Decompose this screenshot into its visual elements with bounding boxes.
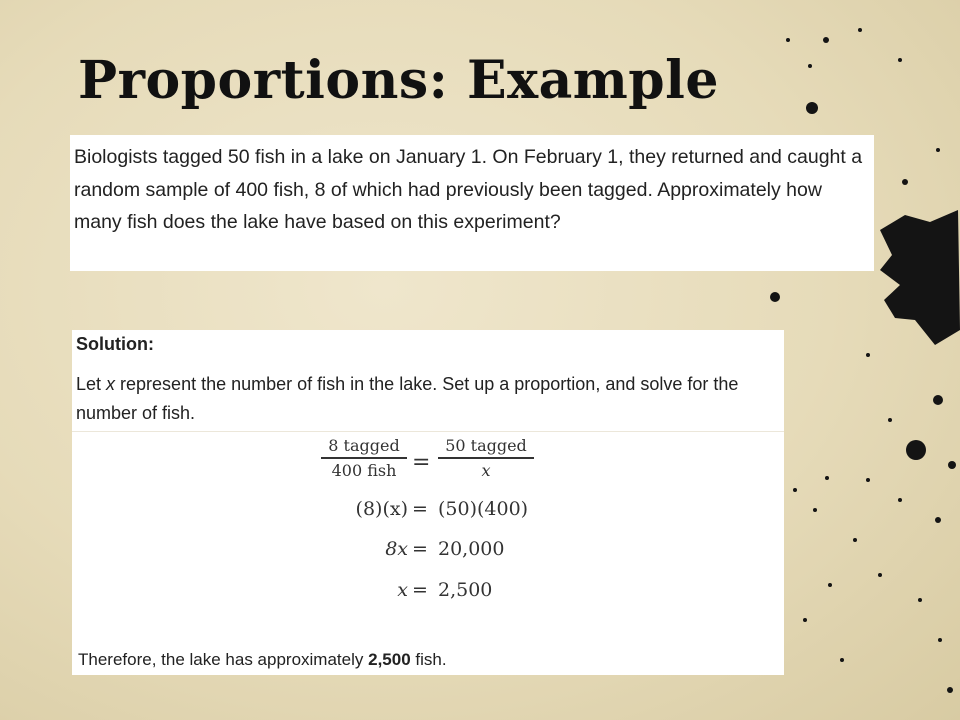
step-2-lhs: 8x	[385, 538, 408, 560]
step-1-rhs: (50)(400)	[438, 498, 529, 520]
proportion-equals: =	[412, 450, 431, 475]
intro-variable: x	[106, 374, 116, 394]
intro-suffix: represent the number of fish in the lake. Set up a proportion, and solve for the number of fish.	[76, 374, 739, 423]
solution-panel	[72, 330, 784, 675]
step-2-rhs: 20,000	[438, 538, 505, 560]
proportion-left-fraction	[321, 436, 407, 480]
slide-title: Proportions: Example	[78, 50, 720, 111]
left-numerator: 8 tagged	[328, 436, 400, 455]
conclusion-value: 2,500	[368, 650, 411, 669]
step-1-equals: =	[412, 498, 428, 520]
solution-intro	[76, 370, 780, 428]
question-text: Biologists tagged 50 fish in a lake on January 1. On February 1, they returned and caught a random sample of 400 fish, 8 of which had previously been tagged. Approximately how many fish does the lake have based on this experiment?	[74, 146, 863, 233]
step-2-equals: =	[412, 538, 428, 560]
step-3-equals: =	[412, 579, 428, 601]
question-panel	[70, 135, 874, 271]
solution-heading: Solution:	[76, 334, 154, 354]
right-denominator: x	[481, 460, 491, 480]
step-3-lhs: x	[397, 579, 408, 601]
proportion-right-fraction	[438, 436, 534, 480]
step-3-rhs: 2,500	[438, 579, 493, 601]
intro-prefix: Let	[76, 374, 107, 394]
conclusion-suffix: fish.	[410, 650, 447, 669]
conclusion-prefix: Therefore, the lake has approximately	[78, 650, 369, 669]
right-numerator: 50 tagged	[445, 436, 527, 455]
left-denominator: 400 fish	[331, 460, 397, 480]
step-1-lhs: (8)(x)	[355, 498, 408, 520]
conclusion-text	[78, 650, 447, 670]
divider	[72, 431, 784, 432]
